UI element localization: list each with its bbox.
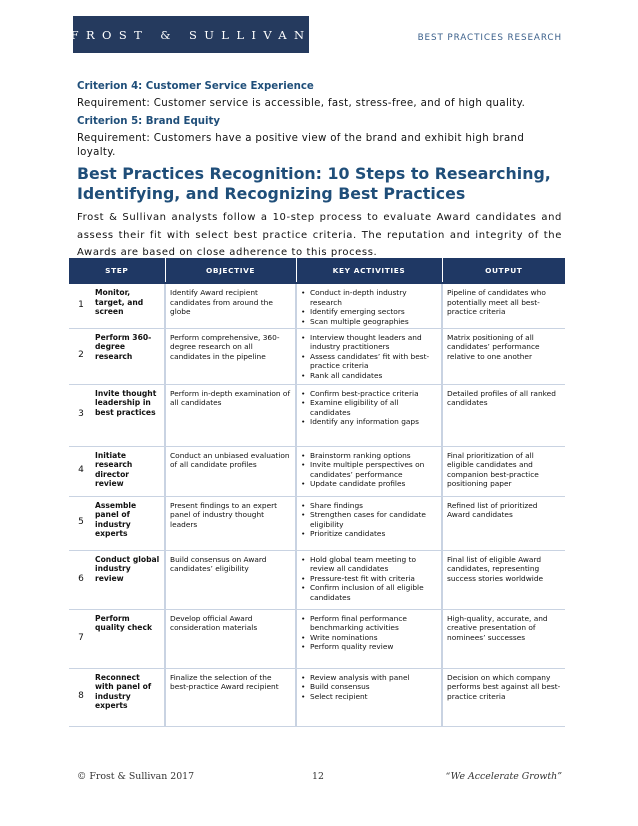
step-number: 7 <box>69 609 93 668</box>
step-objective: Conduct an unbiased evaluation of all candidate profiles <box>165 446 296 496</box>
footer-copyright: © Frost & Sullivan 2017 <box>77 771 195 782</box>
criterion-4 <box>77 80 562 111</box>
step-name: Conduct global industry review <box>93 550 165 609</box>
page-number: 12 <box>312 771 324 782</box>
activity-item: • Perform final performance benchmarking activities <box>301 614 437 633</box>
step-activities <box>296 496 442 550</box>
column-header-key-activities: KEY ACTIVITIES <box>296 258 442 283</box>
criterion-requirement: Requirement: Customer service is accessible, fast, stress-free, and of high quality. <box>77 98 526 109</box>
step-activities <box>296 328 442 384</box>
activity-item: • Update candidate profiles <box>301 479 437 489</box>
table-row <box>69 328 565 384</box>
activity-item: • Conduct in-depth industry research <box>301 288 437 307</box>
step-output: Decision on which company performs best against all best-practice criteria <box>442 668 565 726</box>
step-objective: Present findings to an expert panel of industry thought leaders <box>165 496 296 550</box>
step-name: Perform quality check <box>93 609 165 668</box>
step-output: Refined list of prioritized Award candidates <box>442 496 565 550</box>
activity-item: • Review analysis with panel <box>301 673 437 683</box>
activity-item: • Perform quality review <box>301 642 437 652</box>
table-row <box>69 668 565 726</box>
step-activities <box>296 384 442 446</box>
activity-item: • Share findings <box>301 501 437 511</box>
step-number: 3 <box>69 384 93 446</box>
activity-item: • Examine eligibility of all candidates <box>301 398 437 417</box>
table-row <box>69 446 565 496</box>
column-header-objective: OBJECTIVE <box>165 258 296 283</box>
table-header-row <box>69 258 565 283</box>
activity-item: • Identify emerging sectors <box>301 307 437 317</box>
step-output: Pipeline of candidates who potentially meet all best-practice criteria <box>442 283 565 328</box>
activity-item: • Interview thought leaders and industry practitioners <box>301 333 437 352</box>
activity-item: • Brainstorm ranking options <box>301 451 437 461</box>
step-objective: Perform in-depth examination of all candidates <box>165 384 296 446</box>
step-objective: Develop official Award consideration materials <box>165 609 296 668</box>
table-row <box>69 384 565 446</box>
section-heading: Best Practices Recognition: 10 Steps to Researching, Identifying, and Recognizing Best Practices <box>77 164 551 203</box>
criterion-5 <box>77 115 562 160</box>
activity-item: • Assess candidates’ fit with best-practice criteria <box>301 352 437 371</box>
step-objective: Perform comprehensive, 360-degree research on all candidates in the pipeline <box>165 328 296 384</box>
step-output: High-quality, accurate, and creative presentation of nominees’ successes <box>442 609 565 668</box>
step-name: Assemble panel of industry experts <box>93 496 165 550</box>
column-header-step: STEP <box>69 258 165 283</box>
step-activities <box>296 446 442 496</box>
step-number: 6 <box>69 550 93 609</box>
step-number: 8 <box>69 668 93 726</box>
criterion-title: Criterion 4: Customer Service Experience <box>77 81 314 92</box>
activity-item: • Select recipient <box>301 692 437 702</box>
table-row <box>69 496 565 550</box>
step-number: 5 <box>69 496 93 550</box>
activity-item: • Strengthen cases for candidate eligibility <box>301 510 437 529</box>
column-header-output: OUTPUT <box>442 258 565 283</box>
step-output: Detailed profiles of all ranked candidates <box>442 384 565 446</box>
step-number: 1 <box>69 283 93 328</box>
step-activities <box>296 668 442 726</box>
activity-item: • Hold global team meeting to review all candidates <box>301 555 437 574</box>
activity-item: • Build consensus <box>301 682 437 692</box>
frost-sullivan-logo <box>70 16 312 53</box>
table-row <box>69 609 565 668</box>
step-name: Monitor, target, and screen <box>93 283 165 328</box>
intro-paragraph: Frost & Sullivan analysts follow a 10-step process to evaluate Award candidates and assess their fit with select best practice criteria. The reputation and integrity of the Awards are based on close adherence to this process. <box>77 212 562 258</box>
step-activities <box>296 609 442 668</box>
activity-item: • Write nominations <box>301 633 437 643</box>
table-row <box>69 550 565 609</box>
step-name: Initiate research director review <box>93 446 165 496</box>
steps-table <box>69 258 565 727</box>
step-number: 4 <box>69 446 93 496</box>
activity-item: • Rank all candidates <box>301 371 437 381</box>
activity-item: • Scan multiple geographies <box>301 317 437 327</box>
activity-item: • Confirm best-practice criteria <box>301 389 437 399</box>
activity-item: • Invite multiple perspectives on candidates’ performance <box>301 460 437 479</box>
criterion-title: Criterion 5: Brand Equity <box>77 116 221 127</box>
step-name: Perform 360-degree research <box>93 328 165 384</box>
step-output: Matrix positioning of all candidates’ performance relative to one another <box>442 328 565 384</box>
step-activities <box>296 550 442 609</box>
table-row <box>69 283 565 328</box>
footer-tagline: “We Accelerate Growth” <box>445 771 562 782</box>
activity-item: • Pressure-test fit with criteria <box>301 574 437 584</box>
activity-item: • Prioritize candidates <box>301 529 437 539</box>
step-output: Final prioritization of all eligible candidates and companion best-practice positioning paper <box>442 446 565 496</box>
activity-item: • Identify any information gaps <box>301 417 437 427</box>
step-name: Invite thought leadership in best practices <box>93 384 165 446</box>
step-name: Reconnect with panel of industry experts <box>93 668 165 726</box>
activity-item: • Confirm inclusion of all eligible candidates <box>301 583 437 602</box>
step-objective: Identify Award recipient candidates from around the globe <box>165 283 296 328</box>
logo-text: FROST & SULLIVAN <box>70 27 312 42</box>
criterion-requirement: Requirement: Customers have a positive view of the brand and exhibit high brand loyalty. <box>77 133 525 158</box>
section-header: BEST PRACTICES RESEARCH <box>417 33 562 43</box>
step-number: 2 <box>69 328 93 384</box>
step-output: Final list of eligible Award candidates, representing success stories worldwide <box>442 550 565 609</box>
step-objective: Build consensus on Award candidates’ eligibility <box>165 550 296 609</box>
step-objective: Finalize the selection of the best-practice Award recipient <box>165 668 296 726</box>
step-activities <box>296 283 442 328</box>
